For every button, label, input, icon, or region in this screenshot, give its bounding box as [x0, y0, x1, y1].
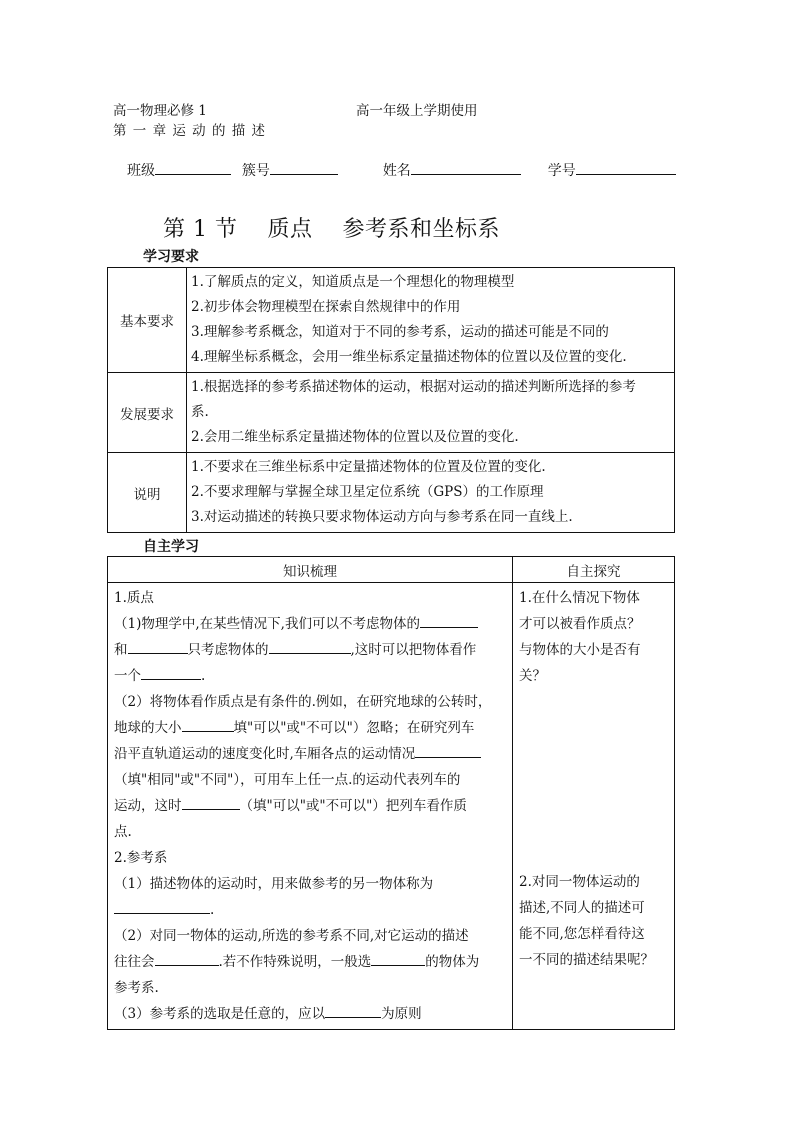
- course-label: 高一物理必修 1: [113, 103, 207, 119]
- row-content: [187, 373, 675, 453]
- class-label: 班级: [127, 163, 155, 179]
- row-content: [187, 453, 675, 533]
- s2-title: 2.参考系: [114, 850, 168, 866]
- question-1: [519, 585, 668, 689]
- class-field[interactable]: [155, 160, 231, 175]
- col-header-knowledge: 知识梳理: [108, 557, 513, 583]
- s1-p2: （2）将物体看作质点是有条件的.例如，在研究地球的公转时，: [114, 694, 492, 710]
- row-label: 发展要求: [108, 373, 187, 453]
- requirements-heading: 学习要求: [143, 249, 199, 265]
- list-item: 2.不要求理解与掌握全球卫星定位系统（GPS）的工作原理: [191, 484, 544, 500]
- text: （填"可以"或"不可以"）把列车看作质: [239, 798, 467, 814]
- s2-p1-end: [114, 897, 506, 923]
- s1-p1-cont: [114, 637, 506, 663]
- row-label: 基本要求: [108, 268, 187, 373]
- s1-p2-cont: [114, 715, 506, 741]
- table-row: [108, 268, 675, 373]
- s2-p3: [114, 1001, 506, 1027]
- text: .若不作特殊说明，一般选: [218, 954, 372, 970]
- fill-blank[interactable]: [371, 949, 425, 966]
- list-item: 3.对运动描述的转换只要求物体运动方向与参考系在同一直线上.: [191, 509, 573, 525]
- chapter-title: 第 一 章 运 动 的 描 述: [113, 123, 267, 139]
- text: .: [201, 668, 206, 684]
- text: ,这时可以把物体看作: [350, 642, 477, 658]
- row-content: [187, 268, 675, 373]
- fill-blank[interactable]: [325, 1001, 381, 1018]
- list-item: 3.理解参考系概念，知道对于不同的参考系，运动的描述可能是不同的: [191, 324, 609, 340]
- s1-p2-cont2: [114, 741, 506, 767]
- table-row: [108, 583, 675, 1030]
- fill-blank[interactable]: [141, 663, 201, 680]
- list-item: 1.根据选择的参考系描述物体的运动，根据对运动的描述判断所选择的参考: [191, 379, 636, 395]
- text: 往往会: [114, 954, 155, 970]
- fill-blank[interactable]: [420, 611, 478, 628]
- id-field[interactable]: [576, 160, 676, 175]
- list-item: 能不同,您怎样看待这: [519, 926, 645, 942]
- fill-blank[interactable]: [415, 741, 481, 758]
- text: 运动，这时: [114, 798, 182, 814]
- fill-blank[interactable]: [182, 715, 234, 732]
- s1-p2-end: 点.: [114, 824, 132, 840]
- table-row: [108, 373, 675, 453]
- list-item: 描述,不同人的描述可: [519, 900, 645, 916]
- s1-title: 1.质点: [114, 590, 154, 606]
- fill-blank[interactable]: [182, 793, 240, 810]
- id-label: 学号: [547, 163, 576, 179]
- requirements-table: [107, 267, 675, 533]
- list-item: 一不同的描述结果呢？: [519, 952, 654, 968]
- list-item: 2.对同一物体运动的: [519, 874, 640, 890]
- s2-p2-cont: [114, 949, 506, 975]
- group-label: 簇号: [241, 163, 270, 179]
- text: 和: [114, 642, 128, 658]
- list-item: 才可以被看作质点？: [519, 616, 641, 632]
- text: （1)物理学中,在某些情况下,我们可以不考虑物体的: [114, 616, 420, 632]
- fill-blank[interactable]: [269, 637, 351, 654]
- s1-p1: [114, 611, 506, 637]
- list-item: 关？: [519, 668, 546, 684]
- fill-blank[interactable]: [128, 637, 188, 654]
- fill-blank[interactable]: [155, 949, 219, 966]
- self-study-table: [107, 556, 675, 1030]
- student-info-row: [127, 160, 676, 180]
- list-item: 系.: [191, 404, 209, 420]
- table-row: [108, 453, 675, 533]
- usage-label: 高一年级上学期使用: [356, 103, 478, 119]
- list-item: 4.理解坐标系概念，会用一维坐标系定量描述物体的位置以及位置的变化.: [191, 349, 627, 365]
- table-row: [108, 557, 675, 583]
- question-2: [519, 869, 654, 973]
- col-header-explore: 自主探究: [513, 557, 675, 583]
- name-field[interactable]: [411, 160, 521, 175]
- fill-blank[interactable]: [114, 897, 210, 914]
- row-label: 说明: [108, 453, 187, 533]
- section-title: 第 1 节 质点 参考系和坐标系: [163, 217, 500, 242]
- text: （3）参考系的选取是任意的，应以: [114, 1006, 326, 1022]
- text: 的物体为: [425, 954, 480, 970]
- text: 填"可以"或"不可以"）忽略；在研究列车: [233, 720, 475, 736]
- list-item: 2.初步体会物理模型在探索自然规律中的作用: [191, 299, 461, 315]
- text: 沿平直轨道运动的速度变化时,车厢各点的运动情况: [114, 746, 416, 762]
- s2-p2: （2）对同一物体的运动,所选的参考系不同,对它运动的描述: [114, 928, 469, 944]
- s1-p2-cont3: （填"相同"或"不同"），可用车上任一点.的运动代表列车的: [114, 772, 461, 788]
- list-item: 1.了解质点的定义，知道质点是一个理想化的物理模型: [191, 274, 515, 290]
- s2-p2-end: 参考系.: [114, 980, 159, 996]
- list-item: 与物体的大小是否有: [519, 642, 641, 658]
- text: 一个: [114, 668, 141, 684]
- explore-cell: [513, 583, 675, 1030]
- name-label: 姓名: [382, 163, 411, 179]
- text: 地球的大小: [114, 720, 182, 736]
- list-item: 1.在什么情况下物体: [519, 590, 640, 606]
- list-item: 2.会用二维坐标系定量描述物体的位置以及位置的变化.: [191, 429, 519, 445]
- group-field[interactable]: [270, 160, 338, 175]
- s1-p1-end: [114, 663, 506, 689]
- text: 为原则: [381, 1006, 422, 1022]
- list-item: 1.不要求在三维坐标系中定量描述物体的位置及位置的变化.: [191, 459, 546, 475]
- text: 只考虑物体的: [187, 642, 269, 658]
- knowledge-cell: [108, 583, 513, 1030]
- s2-p1: （1）描述物体的运动时，用来做参考的另一物体称为: [114, 876, 434, 892]
- s1-p2-cont4: [114, 793, 506, 819]
- self-study-heading: 自主学习: [143, 539, 199, 555]
- text: .: [210, 902, 215, 918]
